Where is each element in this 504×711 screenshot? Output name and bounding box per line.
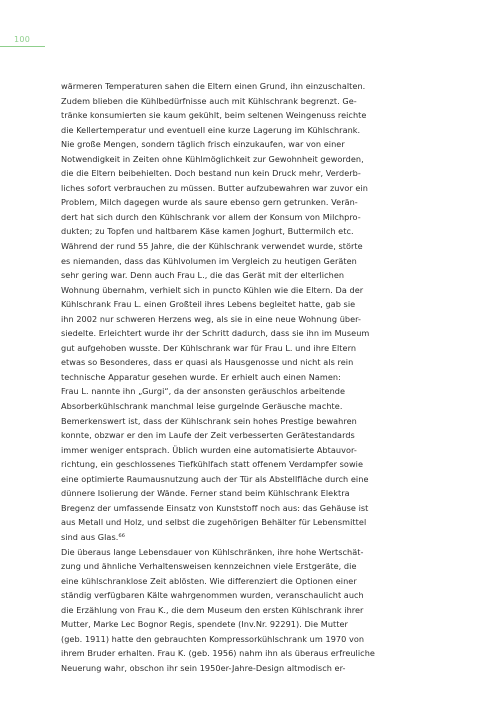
text-line: ihrem Bruder erhalten. Frau K. (geb. 1956) nahm ihn als überaus erfreuliche (61, 648, 375, 659)
text-line: tränke konsumierten sie kaum gekühlt, beim seltenen Weingenuss reichte (61, 110, 367, 121)
text-line: Absorberkühlschrank manchmal leise gurgelnde Geräusche machte. (61, 401, 343, 412)
text-line: ständig verfügbaren Kälte wahrgenommen wurden, veranschaulicht auch (61, 590, 364, 601)
text-line: siedelte. Erleichtert wurde ihr der Schritt dadurch, dass sie ihn im Museum (61, 328, 370, 339)
text-line: die Erzählung von Frau K., die dem Museum den ersten Kühlschrank ihrer (61, 604, 364, 615)
header-rule (0, 46, 45, 47)
text-line: aus Metall und Holz, und selbst die zugehörigen Behälter für Lebensmittel (61, 517, 367, 528)
text-line: sehr gering war. Denn auch Frau L., die das Gerät mit der elterlichen (61, 270, 345, 281)
text-line: die die Eltern beibehielten. Doch bestand nun kein Druck mehr, Verderb- (61, 168, 361, 179)
text-line: es niemanden, dass das Kühlvolumen im Vergleich zu heutigen Geräten (61, 255, 357, 266)
text-line: immer weniger entsprach. Üblich wurden eine automatisierte Abtauvor- (61, 444, 357, 455)
text-line: Notwendigkeit in Zeiten ohne Kühlmöglichkeit zur Gewohnheit geworden, (61, 153, 364, 164)
text-line: Wohnung übernahm, verhielt sich in puncto Kühlen wie die Eltern. Da der (61, 284, 364, 295)
text-line: zung und ähnliche Verhaltensweisen kennzeichnen viele Erstgeräte, die (61, 561, 357, 572)
text-line: Kühlschrank Frau L. einen Großteil ihres Lebens begleitet hatte, gab sie (61, 299, 356, 310)
text-line: sind aus Glas.⁶⁶ (61, 531, 125, 542)
page-number: 100 (14, 35, 31, 44)
text-line: Während der rund 55 Jahre, die der Kühlschrank verwendet wurde, störte (61, 241, 363, 252)
text-line: etwas so Besonderes, dass er quasi als Hausgenosse und nicht als rein (61, 357, 354, 368)
text-line: eine kühlschranklose Zeit ablösten. Wie differenziert die Optionen einer (61, 575, 357, 586)
text-line: eine optimierte Raumausnutzung auch der Tür als Abstellfläche durch eine (61, 473, 369, 484)
text-line: Problem, Milch dagegen wurde als saure ebenso gern getrunken. Verän- (61, 197, 358, 208)
text-line: dert hat sich durch den Kühlschrank vor allem der Konsum von Milchpro- (61, 211, 361, 222)
text-line: dünnere Isolierung der Wände. Ferner stand beim Kühlschrank Elektra (61, 488, 350, 499)
text-line: Nie große Mengen, sondern täglich frisch einzukaufen, war von einer (61, 139, 345, 150)
text-line: wärmeren Temperaturen sahen die Eltern einen Grund, ihn einzuschalten. (61, 81, 366, 91)
text-line: Bemerkenswert ist, dass der Kühlschrank sein hohes Prestige bewahren (61, 415, 357, 426)
text-line: die Kellertemperatur und eventuell eine kurze Lagerung im Kühlschrank. (61, 124, 361, 135)
text-line: technische Apparatur gesehen wurde. Er erhielt auch einen Namen: (61, 371, 341, 382)
text-line: konnte, obzwar er den im Laufe der Zeit verbesserten Gerätestandards (61, 430, 355, 441)
text-line: ihn 2002 nur schweren Herzens weg, als sie in eine neue Wohnung über- (61, 313, 362, 324)
text-line: liches sofort verbrauchen zu müssen. Butter aufzubewahren war zuvor ein (61, 182, 368, 193)
text-line: Die überaus lange Lebensdauer von Kühlschränken, ihre hohe Wertschät- (61, 546, 364, 557)
text-line: Frau L. nannte ihn „Gurgi“, da der ansonsten geräuschlos arbeitende (61, 386, 346, 397)
text-line: Neuerung wahr, obschon ihr sein 1950er-Jahre-Design altmodisch er- (61, 662, 346, 673)
body-text (61, 79, 443, 675)
text-line: (geb. 1911) hatte den gebrauchten Kompressorkühlschrank um 1970 von (61, 633, 365, 644)
text-line: Bregenz der umfassende Einsatz von Kunststoff noch aus: das Gehäuse ist (61, 502, 369, 513)
text-line: dukten; zu Topfen und haltbarem Käse kamen Joghurt, Buttermilch etc. (61, 226, 354, 237)
text-line: Mutter, Marke Lec Bognor Regis, spendete (Inv.Nr. 92291). Die Mutter (61, 619, 348, 630)
text-line: gut aufgehoben wusste. Der Kühlschrank war für Frau L. und ihre Eltern (61, 342, 357, 353)
text-line: richtung, ein geschlossenes Tiefkühlfach statt offenem Verdampfer sowie (61, 459, 364, 470)
text-line: Zudem blieben die Kühlbedürfnisse auch mit Kühlschrank begrenzt. Ge- (61, 95, 357, 106)
